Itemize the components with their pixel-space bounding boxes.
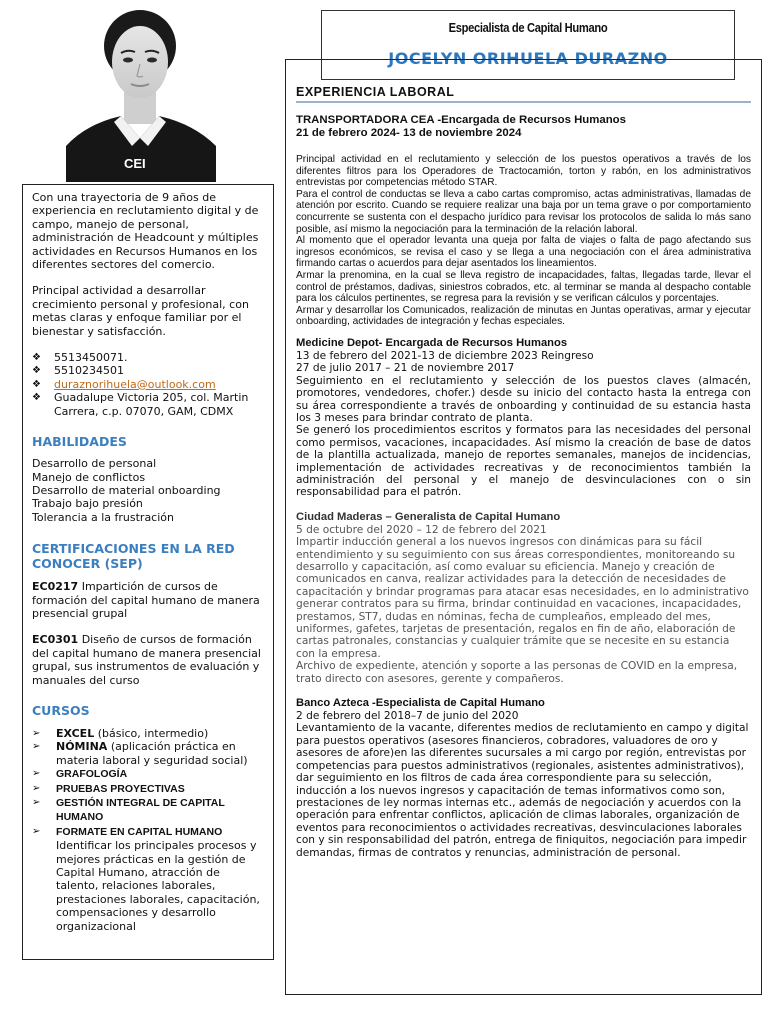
left-sidebar — [22, 184, 274, 960]
job-description — [296, 375, 751, 499]
job-description — [296, 722, 751, 858]
skill-item: Manejo de conflictos — [32, 470, 146, 484]
course-item — [32, 740, 265, 767]
contact-email — [32, 378, 265, 391]
job-dates: 5 de octubre del 2020 – 12 de febrero del 2021 — [296, 523, 547, 536]
diamond-bullet-icon: ❖ — [32, 365, 41, 377]
course-item — [32, 782, 265, 796]
job-description — [296, 154, 751, 328]
job-head: Medicine Depot- Encargada de Recursos Humanos — [296, 336, 568, 349]
job-paragraph: Archivo de expediente, atención y soporte a las personas de COVID en la empresa, trato directo con asesores, gerente y compañeros. — [296, 660, 738, 685]
cert-code: EC0217 — [32, 580, 79, 594]
profile-photo — [66, 6, 216, 182]
phone-1: 5513450071. — [54, 351, 128, 365]
job-head: Banco Azteca -Especialista de Capital Humano — [296, 697, 545, 710]
arrow-bullet-icon: ➢ — [32, 727, 41, 739]
diamond-bullet-icon: ❖ — [32, 352, 41, 364]
job-paragraph: Levantamiento de la vacante, diferentes medios de reclutamiento en campo y digital para puestos operativos (asesores financieros, cobradores, valuadores de oro y asesores de afore)en las diferentes sucursales a mi cargo por región, entrevistas por competencias para puestos administrativos (regionales, asistentes administrativos), dar seguimiento en los filtros de cada área correspondiente para su selección, inducción a los nuevos ingresos y capacitación de temas informativos como son, prestaciones de ley normas internas etc., además de negociación y acuerdos con la operación para enfrentar conflictos, aplicación de climas laborales, organización de eventos para reconocimientos o actividades recreativas, desvinculaciones laborales con y sin responsabilidad del patrón, entrega de finiquitos, negociación para impedir demandas, firmas de contratos y renuncias, administración de personal. — [296, 722, 749, 859]
course-name: PRUEBAS PROYECTIVAS — [56, 782, 185, 795]
course-detail: Identificar los principales procesos y mejores prácticas en la gestión de Capital Humano, atracción de talento, relaciones laborales, prestaciones laborales, capacitación, compensaciones y desarrollo organizacional — [56, 839, 260, 933]
job-paragraph: Al momento que el operador levanta una queja por falta de viajes o falta de pago afectando sus ingresos económicos, se revisa el caso y se llega a una negociación con el área administrativa firmando cartas o acuerdos para dejar asentados los lineamientos. — [296, 235, 751, 270]
job-dates: 13 de febrero del 2021-13 de diciembre 2023 Reingreso — [296, 349, 594, 362]
course-item — [32, 727, 265, 740]
job-paragraph: Para el control de conductas se lleva a cabo cartas compromiso, actas administrativas, llamadas de atención por escrito. Cuando se requiere realizar una baja por un tema grave o por comportamiento concurrente se sustenta con el despacho jurídico para revisar los protocolos de salida lo más sano posible, así mismo la negociación para la terminación de la relación laboral. — [296, 188, 751, 235]
diamond-bullet-icon: ❖ — [32, 378, 41, 390]
course-item — [32, 767, 265, 781]
job-entry — [296, 337, 751, 499]
job-paragraph: Seguimiento en el reclutamiento y selección de los puestos claves (almacén, promotores, vendedores, chofer.) desde su inicio del contacto hasta la entrega con su área correspondiente a través de onboarding y continuidad de su estancia hasta los 3 meses para brindar contrato de planta. — [296, 374, 751, 424]
cert-text: Diseño de cursos de formación del capital humano de manera presencial grupal, sus instrumentos de evaluación y manuales del curso — [32, 633, 261, 687]
job-entry — [296, 114, 751, 328]
profile-goal: Principal actividad a desarrollar crecimiento personal y profesional, con metas claras y enfoque familiar por el bienestar y satisfacción. — [32, 284, 249, 338]
job-dates: 27 de julio 2017 – 21 de noviembre 2017 — [296, 362, 515, 375]
certifications-title: CERTIFICACIONES EN LA RED CONOCER (SEP) — [32, 541, 235, 572]
job-entry — [296, 511, 751, 685]
course-name: GESTIÓN INTEGRAL DE CAPITAL HUMANO — [56, 797, 225, 824]
skills-list — [32, 457, 265, 524]
job-description — [296, 536, 751, 685]
job-paragraph: Armar y desarrollar los Comunicados, realización de minutas en Juntas operativas, armar y ejecutar onboarding, actividades de integración y fechas especiales. — [296, 304, 751, 328]
badge-text: CEI — [124, 156, 146, 171]
contact-list — [32, 351, 265, 418]
course-detail: (aplicación práctica en materia laboral y seguridad social) — [56, 740, 248, 767]
cert-text: Impartición de cursos de formación del capital humano de manera presencial grupal — [32, 580, 260, 620]
experience-title: EXPERIENCIA LABORAL — [296, 85, 751, 103]
arrow-bullet-icon: ➢ — [32, 825, 41, 837]
job-paragraph: Principal actividad en el reclutamiento y selección de los puestos operativos a través de los diferentes filtros para los Operadores de Tractocamión, torton y rabón, en los administrativos entrevistas por competencias método STAR. — [296, 154, 751, 189]
cert-item — [32, 580, 265, 620]
job-role-title: Especialista de Capital Humano — [448, 20, 608, 35]
job-dates: 2 de febrero del 2018–7 de junio del 2020 — [296, 710, 519, 723]
arrow-bullet-icon: ➢ — [32, 782, 41, 794]
courses-title: CURSOS — [32, 702, 90, 718]
course-detail: (básico, intermedio) — [94, 726, 209, 740]
course-name: EXCEL — [56, 726, 95, 740]
cert-code: EC0301 — [32, 633, 79, 647]
cert-item — [32, 633, 265, 687]
job-paragraph: Armar la prenomina, en la cual se lleva registro de incapacidades, faltas, llegadas tarde, llevar el control de préstamos, dadivas, siniestros cobrados, etc. al terminar se manda al despacho contable para los cálculos pertinentes, se regresa para la revisión y se verifican cálculos y porcentajes. — [296, 269, 751, 305]
contact-address — [32, 391, 265, 418]
arrow-bullet-icon: ➢ — [32, 768, 41, 780]
course-item — [32, 825, 265, 933]
phone-2: 5510234501 — [54, 364, 124, 378]
contact-phone-1 — [32, 351, 265, 364]
contact-phone-2 — [32, 364, 265, 377]
diamond-bullet-icon: ❖ — [32, 392, 41, 404]
course-name: GRAFOLOGÍA — [56, 768, 128, 781]
candidate-name: JOCELYN ORIHUELA DURAZNO — [388, 49, 668, 68]
skill-item: Desarrollo de material onboarding — [32, 483, 221, 497]
job-entry — [296, 697, 751, 859]
course-list — [32, 727, 265, 933]
job-paragraph: Impartir inducción general a los nuevos ingresos con dinámicas para su fácil entendimiento y su seguimiento con sus áreas correspondientes, monitoreando su desarrollo y capacitación, así como evaluar su eficiencia. Manejo y creación de comunicados en canva, realizar actividades para la detección de necesidades de capacitación y brindar programas para atacar esas necesidades, en lo administrativo generar contratos para su firma, brindar continuidad en vacaciones, incapacidades, prestamos, ST7, dudas en nóminas, fecha de cumpleaños, empleado del mes, uniformes, gafetes, tarjetas de presentación, regalos en fin de año, elaboración de cartas patronales, constancias y cualquier trámite que se necesite en su estancia con la empresa. — [296, 536, 749, 660]
course-name: FORMATE EN CAPITAL HUMANO — [56, 825, 223, 838]
job-head: Ciudad Maderas – Generalista de Capital Humano — [296, 510, 561, 523]
skills-title: HABILIDADES — [32, 434, 127, 450]
job-paragraph: Se generó los procedimientos escritos y formatos para las necesidades del personal como permisos, vacaciones, incapacidades. Así mismo la creación de base de datos de la plantilla actualizada, manejo de reportes semanales, manejos de incidencias, implementación de actividades recreativas y de reconocimientos también la administración del personal y el manejo de desvinculaciones con o sin responsabilidad para el patrón. — [296, 424, 751, 499]
job-dates: 21 de febrero 2024- 13 de noviembre 2024 — [296, 127, 522, 139]
course-item — [32, 796, 265, 825]
skill-item: Tolerancia a la frustración — [32, 510, 174, 524]
arrow-bullet-icon: ➢ — [32, 741, 41, 753]
profile-summary: Con una trayectoria de 9 años de experiencia en reclutamiento digital y de campo, manejo de personal, administración de Headcount y múltiples actividades en Recursos Humanos en los diferentes sectores del comercio. — [32, 191, 259, 272]
job-head: TRANSPORTADORA CEA -Encargada de Recursos Humanos — [296, 114, 626, 126]
address: Guadalupe Victoria 205, col. Martin Carrera, c.p. 07070, GAM, CDMX — [54, 391, 249, 418]
email-link[interactable]: duraznorihuela@outlook.com — [54, 377, 216, 391]
course-name: NÓMINA — [56, 740, 108, 754]
experience-panel — [285, 59, 762, 995]
arrow-bullet-icon: ➢ — [32, 797, 41, 808]
skill-item: Desarrollo de personal — [32, 457, 157, 471]
skill-item: Trabajo bajo presión — [32, 497, 143, 511]
